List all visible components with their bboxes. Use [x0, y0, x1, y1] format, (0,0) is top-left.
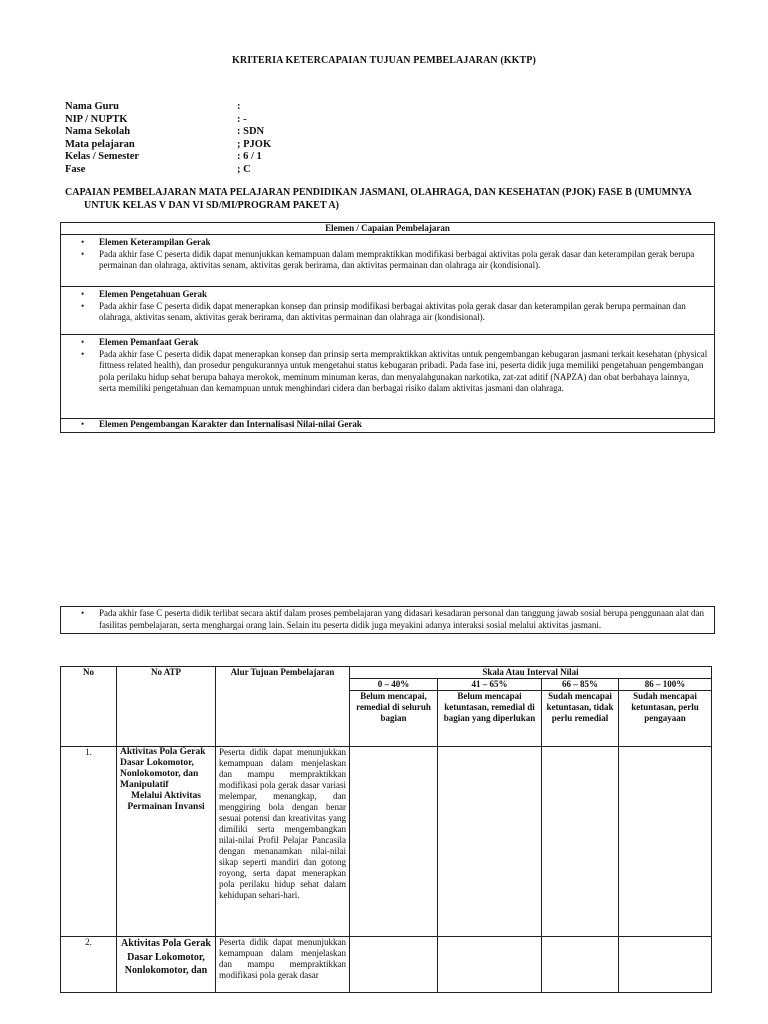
info-label: NIP / NUPTK: [65, 113, 128, 125]
col-skala-header: Skala Atau Interval Nilai: [350, 667, 712, 679]
atp-description: Peserta didik dapat menunjukkan kemampuan dalam menjelaskan dan mampu mempraktikkan modifikasi pola gerak dasar variasi melempar, menangkap, dan menggiring bola dengan benar sesuai potensi dan kreativitas yang dimiliki serta mengembangkan nilai-nilai Profil Pelajar Pancasila dengan menanamkan nilai-nilai sikap seperti mandiri dan gotong royong, serta dapat menerapkan pola perilaku hidup sehat dalam kehidupan sehari-hari.: [216, 747, 350, 937]
info-row-fase: [65, 164, 365, 177]
table-header-row: [61, 667, 712, 679]
score-cell: [542, 937, 619, 993]
cp-heading-line2: UNTUK KELAS V DAN VI SD/MI/PROGRAM PAKET A): [84, 199, 339, 211]
element-name: • Elemen Pemanfaat Gerak: [81, 337, 708, 349]
element-name: • Elemen Keterampilan Gerak: [81, 237, 708, 249]
info-row-kelas: [65, 151, 365, 164]
score-cell: [619, 747, 712, 937]
elements-header: Elemen / Capaian Pembelajaran: [61, 223, 714, 235]
info-label: Mata pelajaran: [65, 138, 135, 150]
element-continuation: [60, 606, 715, 634]
score-cell: [438, 937, 542, 993]
range-label: Belum mencapai ketuntasan, remedial di bagian yang diperlukan: [438, 691, 542, 747]
info-row-mapel: [65, 139, 365, 152]
table-row: [61, 747, 712, 937]
element-section: [61, 335, 714, 419]
info-label: Nama Sekolah: [65, 126, 131, 137]
elements-table: [60, 222, 715, 433]
atp-line: Aktivitas Pola Gerak Dasar Lokomotor, Nonlokomotor, dan Manipulatif: [120, 747, 206, 790]
range-cell: 41 – 65%: [438, 679, 542, 691]
table-row: [61, 937, 712, 993]
cp-heading-line1: CAPAIAN PEMBELAJARAN MATA PELAJARAN PENDIDIKAN JASMANI, OLAHRAGA, DAN KESEHATAN (PJOK) FASE B (UMUMNYA: [65, 187, 692, 198]
element-name: • Elemen Pengembangan Karakter dan Internalisasi Nilai-nilai Gerak: [81, 419, 708, 431]
cp-heading: [65, 187, 715, 212]
row-number: 1.: [61, 747, 117, 937]
info-row-nip: [65, 114, 365, 127]
element-section: [61, 235, 714, 287]
col-alur-header: Alur Tujuan Pembelajaran: [216, 667, 350, 747]
kktp-table: [60, 666, 712, 993]
col-atp-header: No ATP: [117, 667, 216, 747]
info-row-sekolah: [65, 126, 365, 139]
info-row-guru: [65, 101, 365, 114]
element-section: [61, 419, 714, 432]
document-title: KRITERIA KETERCAPAIAN TUJUAN PEMBELAJARAN (KKTP): [232, 55, 536, 66]
atp-line: Aktivitas Pola Gerak Dasar Lokomotor, Nonlokomotor, dan: [121, 938, 211, 976]
info-label: Kelas / Semester: [65, 151, 140, 162]
atp-title: [117, 747, 216, 937]
element-text: • Pada akhir fase C peserta didik terlibat secara aktif dalam proses pembelajaran yang didasari kesadaran personal dan tanggung jawab sosial berupa penggunaan alat dan fasilitas pembelajaran, serta menghargai orang lain. Selain itu peserta didik juga meyakini adanya interaksi sosial melalui aktivitas jasmani.: [81, 608, 708, 631]
range-cell: 66 – 85%: [542, 679, 619, 691]
identity-block: [65, 101, 365, 176]
range-label: Sudah mencapai ketuntasan, perlu pengayaan: [619, 691, 712, 747]
atp-line: Melalui Aktivitas Permainan Invansi: [127, 791, 205, 812]
info-label: Nama Guru: [65, 101, 119, 112]
element-section: [61, 287, 714, 335]
score-cell: [619, 937, 712, 993]
info-value: ; PJOK: [237, 138, 272, 150]
info-value: : SDN: [237, 126, 265, 137]
info-value: : -: [237, 113, 247, 125]
atp-title: [117, 937, 216, 993]
col-no-header: No: [61, 667, 117, 747]
info-value: : 6 / 1: [237, 151, 262, 162]
info-value: ; C: [237, 163, 251, 175]
element-text: • Pada akhir fase C peserta didik dapat menunjukkan kemampuan dalam mempraktikkan modifikasi berbagai aktivitas pola gerak dasar dan keterampilan gerak berupa permainan dan olahraga, aktivitas senam, aktivitas gerak berirama, dan aktivitas permainan dan olahraga air (kondisional).: [81, 249, 708, 272]
range-cell: 86 – 100%: [619, 679, 712, 691]
score-cell: [438, 747, 542, 937]
info-label: Fase: [65, 163, 86, 175]
score-cell: [542, 747, 619, 937]
info-value: :: [237, 101, 241, 112]
range-cell: 0 – 40%: [350, 679, 438, 691]
atp-description: Peserta didik dapat menunjukkan kemampuan dalam menjelaskan dan mampu mempraktikkan modifikasi pola gerak dasar: [216, 937, 350, 993]
element-text: • Pada akhir fase C peserta didik dapat menerapkan konsep dan prinsip modifikasi berbagai aktivitas pola gerak dasar dan keterampilan gerak berupa permainan dan olahraga, aktivitas senam, aktivitas gerak berirama, dan aktivitas permainan dan olahraga air (kondisional).: [81, 301, 708, 324]
row-number: 2.: [61, 937, 117, 993]
element-text: • Pada akhir fase C peserta didik dapat menerapkan konsep dan prinsip serta mempraktikkan aktivitas untuk pengembangan kebugaran jasmani terkait kesehatan (physical fittness related health), dan prosedur pengukurannya untuk mengetahui status kebugaran pribadi. Pada fase ini, peserta didik juga memiliki pengetahuan pengembangan pola perilaku hidup sehat berupa bahaya merokok, meminum minuman keras, dan menyalahgunakan narkotika, zat-zat aditif (NAPZA) dan obat berbahaya lainnya, serta memiliki pengetahuan dan kemampuan untuk menghindari cidera dan berbagai risiko dalam aktivitas jasmani dan olahraga.: [81, 349, 708, 395]
score-cell: [350, 937, 438, 993]
range-label: Sudah mencapai ketuntasan, tidak perlu remedial: [542, 691, 619, 747]
element-name: • Elemen Pengetahuan Gerak: [81, 289, 708, 301]
score-cell: [350, 747, 438, 937]
range-label: Belum mencapai, remedial di seluruh bagian: [350, 691, 438, 747]
